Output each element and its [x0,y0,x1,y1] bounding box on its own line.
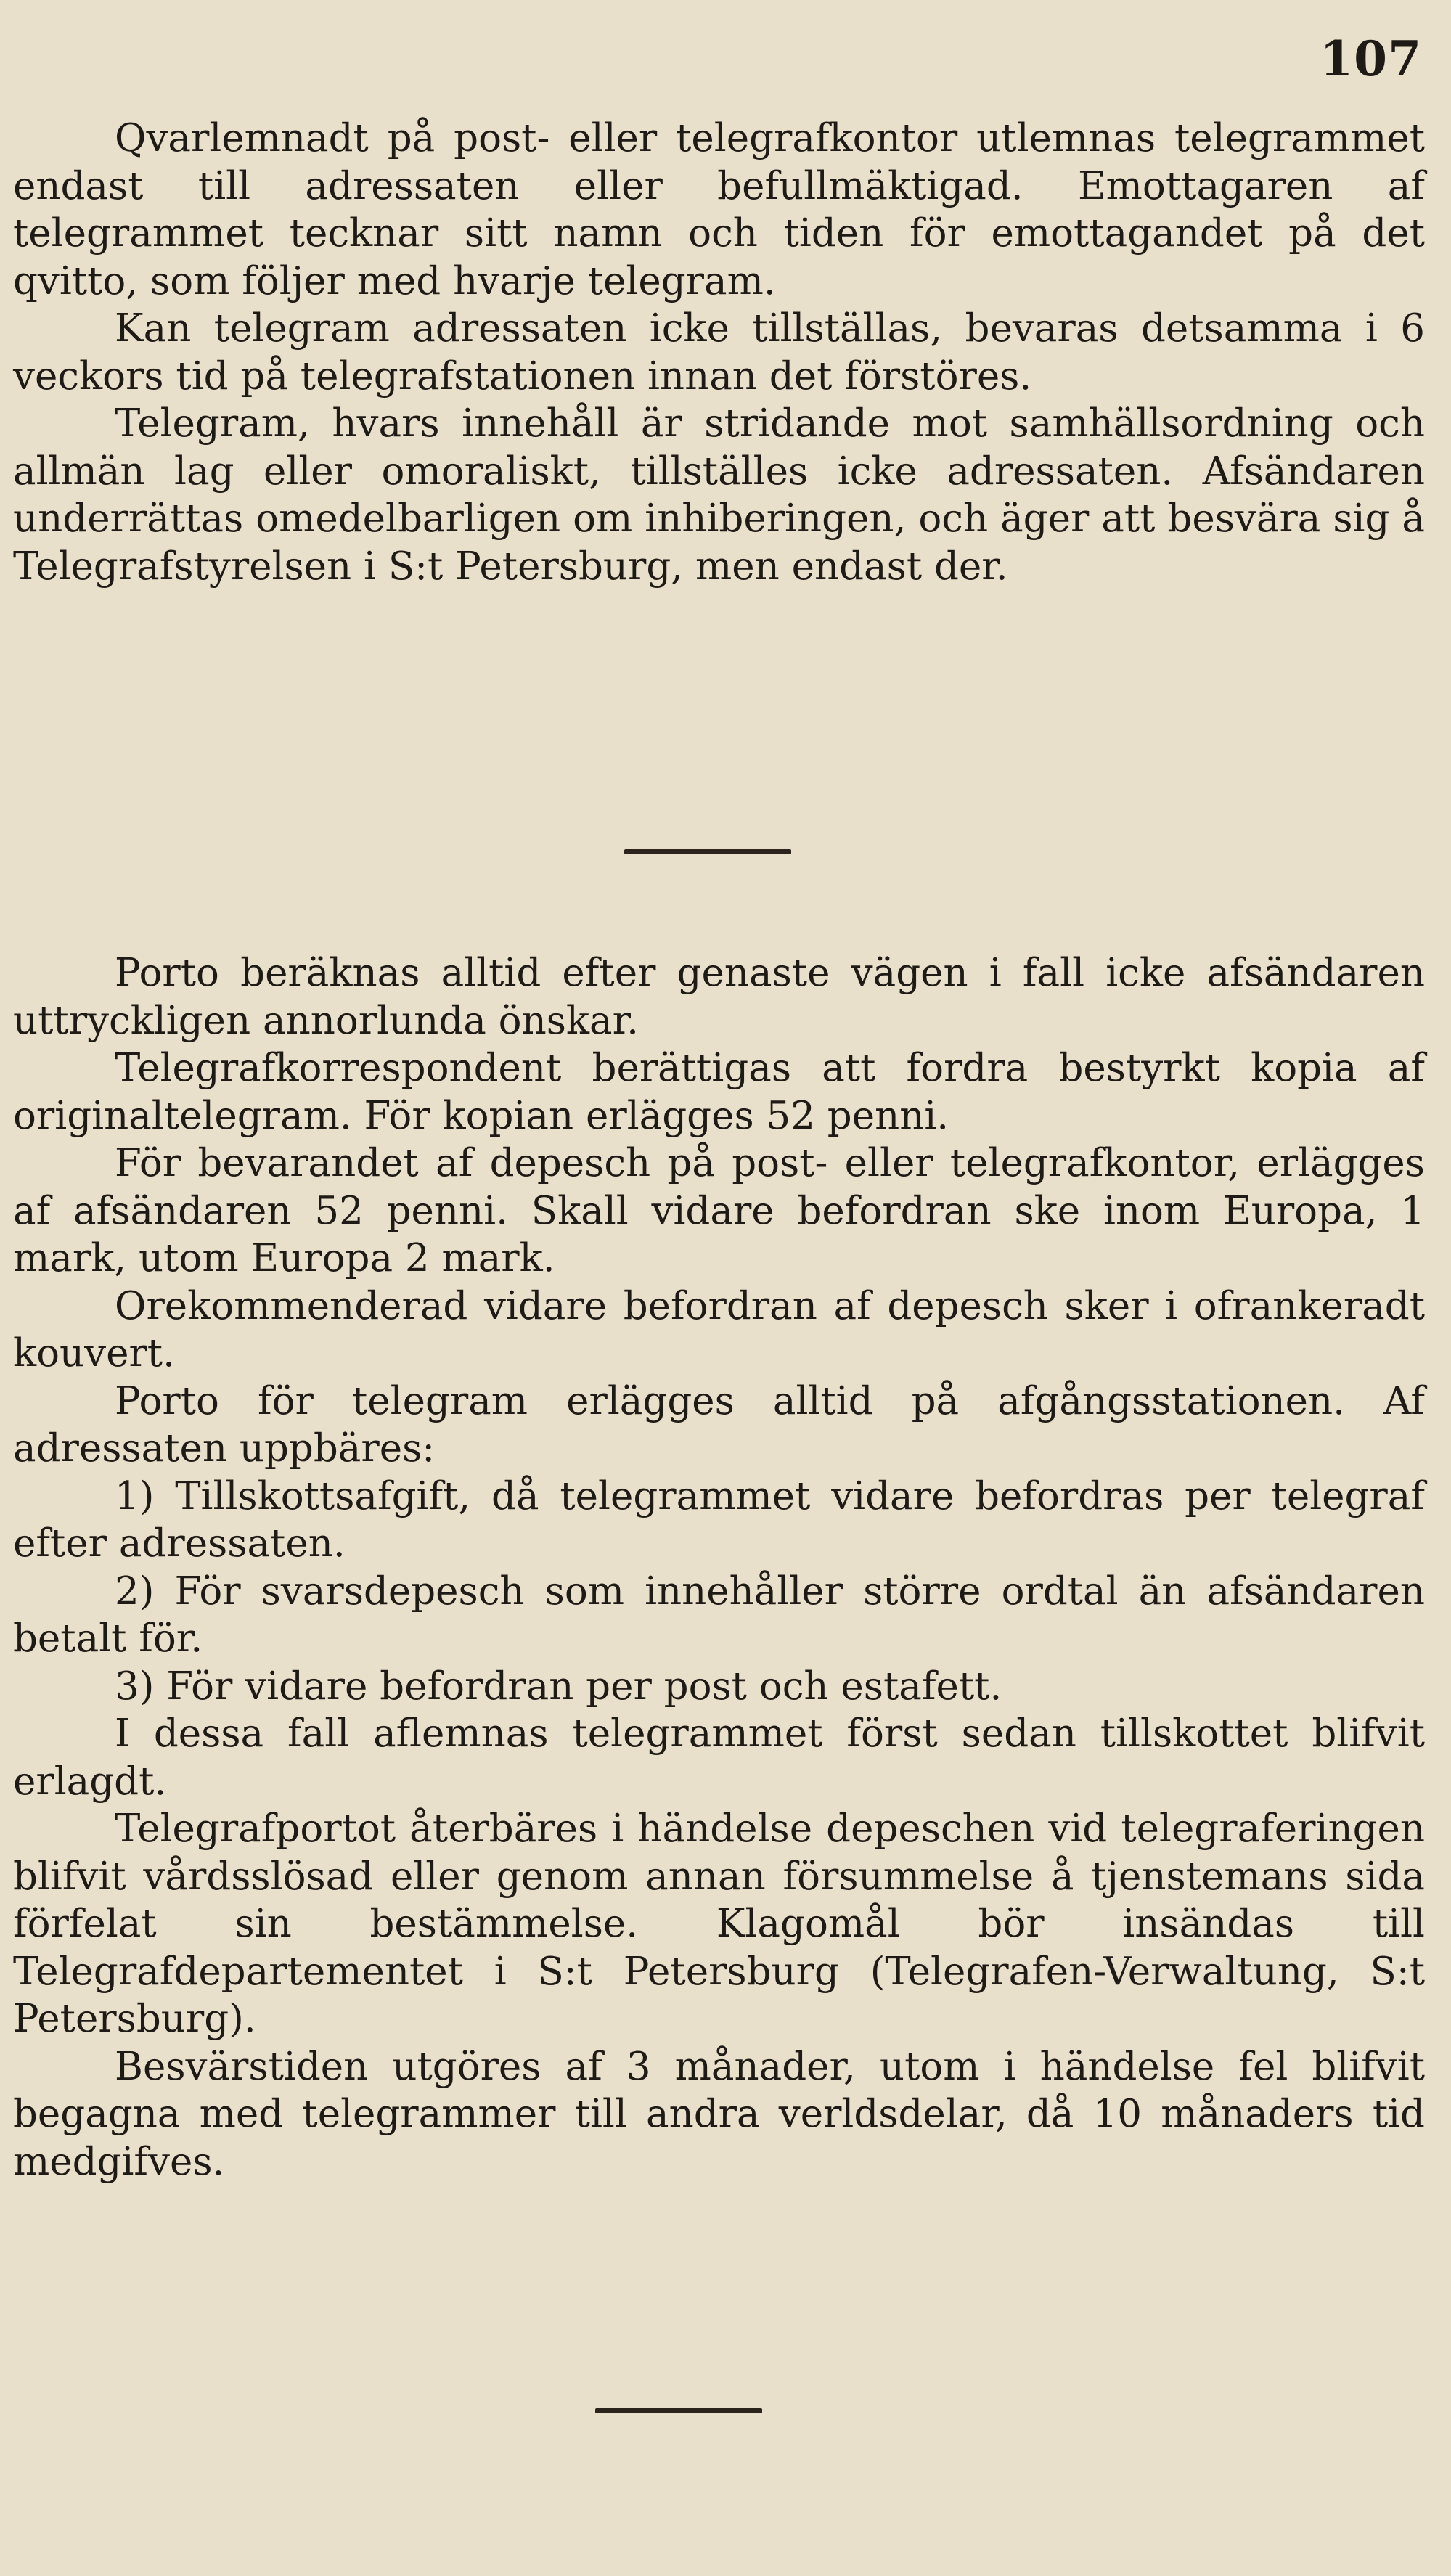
paragraph: Telegrafportot återbäres i händelse depeschen vid telegraferingen blifvit vårdsslösad eller genom annan försummelse å tjenstemans sida förfelat sin bestämmelse. Klagomål bör insändas till Telegrafdepartementet i S:t Petersburg (Telegrafen-Verwaltung, S:t Petersburg). [13,1807,1425,2041]
paragraph: Telegram, hvars innehåll är stridande mot samhällsordning och allmän lag eller omoraliskt, tillställes icke adressaten. Afsändaren underrättas omedelbarligen om inhiberingen, och äger att besvära sig å Telegrafstyrelsen i S:t Petersburg, men endast der. [13,401,1425,589]
section-divider [595,2408,762,2413]
list-item: 1) Tillskottsafgift, då telegrammet vidare befordras per telegraf efter adressaten. [13,1473,1425,1566]
paragraph: Telegrafkorrespondent berättigas att fordra bestyrkt kopia af originaltelegram. För kopian erlägges 52 penni. [13,1046,1425,1138]
paragraph: Orekommenderad vidare befordran af depesch sker i ofrankeradt kouvert. [13,1283,1425,1375]
paragraph: För bevarandet af depesch på post- eller telegrafkontor, erlägges af afsändaren 52 penni. Skall vidare befordran ske inom Europa, 1 mark, utom Europa 2 mark. [13,1141,1425,1280]
paragraph: Porto beräknas alltid efter genaste vägen i fall icke afsändaren uttryckligen annorlunda önskar. [13,951,1425,1043]
list-item: 3) För vidare befordran per post och estafett. [115,1664,1002,1709]
paragraph: I dessa fall aflemnas telegrammet först sedan tillskottet blifvit erlagdt. [13,1712,1425,1804]
page-number: 107 [1320,30,1422,87]
paragraph: Porto för telegram erlägges alltid på afgångsstationen. Af adressaten uppbäres: [13,1378,1425,1471]
paragraph: Qvarlemnadt på post- eller telegrafkontor utlemnas telegrammet endast till adressaten eller befullmäktigad. Emottagaren af telegrammet tecknar sitt namn och tiden för emottagandet på det qvitto, som följer med hvarje telegram. [13,116,1425,303]
paragraph: Besvärstiden utgöres af 3 månader, utom i händelse fel blifvit begagna med telegrammer till andra verldsdelar, då 10 månaders tid medgifves. [13,2044,1425,2184]
list-item: 2) För svarsdepesch som innehåller större ordtal än afsändaren betalt för. [13,1569,1425,1661]
section-delivery-rules [13,115,1425,590]
section-porto-rules [13,949,1425,2185]
paragraph: Kan telegram adressaten icke tillställas, bevaras detsamma i 6 veckors tid på telegrafstationen innan det förstöres. [13,306,1425,398]
section-divider [624,849,791,854]
